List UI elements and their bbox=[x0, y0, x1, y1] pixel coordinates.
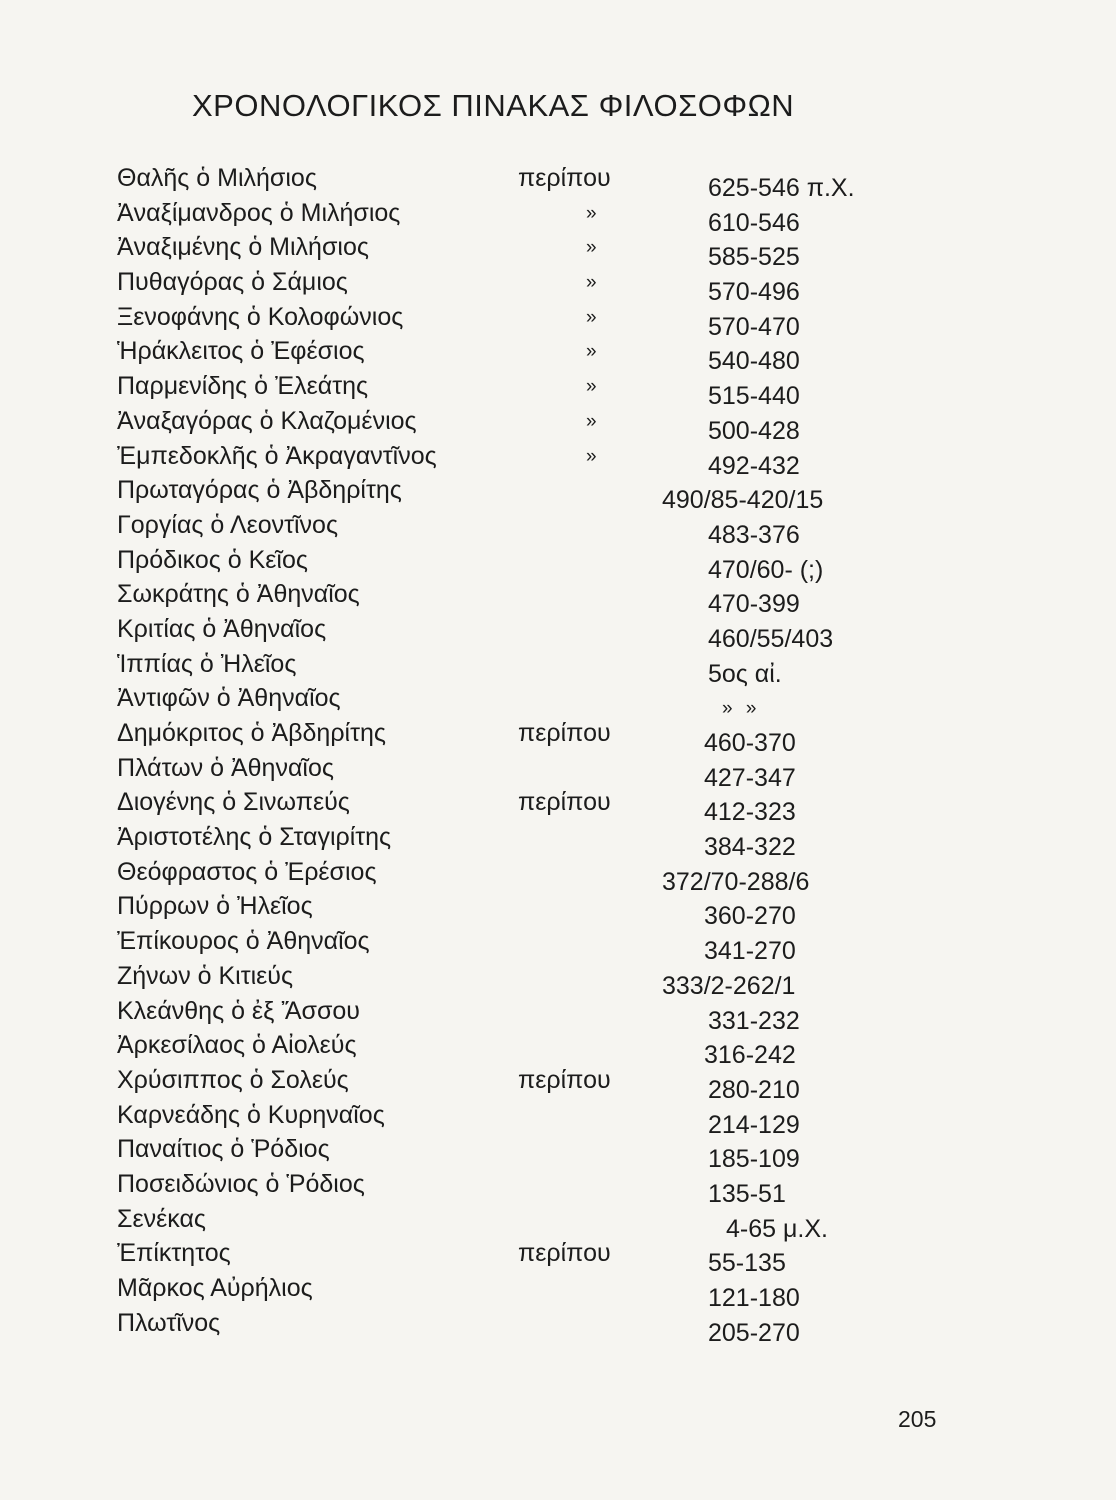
philosopher-name: Πρόδικος ὁ Κεῖος bbox=[117, 545, 308, 574]
table-row bbox=[0, 1308, 1116, 1347]
philosopher-name: Ἀναξιμένης ὁ Μιλήσιος bbox=[117, 233, 369, 262]
philosopher-name: Χρύσιππος ὁ Σολεύς bbox=[117, 1065, 349, 1094]
philosopher-name: Ζήνων ὁ Κιτιεύς bbox=[117, 961, 294, 990]
table-row bbox=[0, 1169, 1116, 1208]
philosopher-name: Σενέκας bbox=[117, 1204, 206, 1233]
table-row bbox=[0, 788, 1116, 827]
approx-label: περίπου bbox=[518, 788, 611, 817]
approx-label: περίπου bbox=[518, 164, 611, 192]
table-row bbox=[0, 1135, 1116, 1174]
table-row bbox=[0, 164, 1116, 202]
page-number: 205 bbox=[898, 1406, 937, 1432]
table-row bbox=[0, 545, 1116, 584]
table-row bbox=[0, 649, 1116, 688]
philosopher-name: Κριτίας ὁ Ἀθηναῖος bbox=[117, 614, 327, 643]
philosopher-name: Ἐμπεδοκλῆς ὁ Ἀκραγαντῖνος bbox=[117, 441, 437, 470]
philosopher-dates: 341-270 bbox=[704, 937, 796, 966]
ditto-mark: » bbox=[586, 202, 597, 224]
philosopher-dates: 316-242 bbox=[704, 1041, 796, 1070]
philosopher-name: Ἐπίκτητος bbox=[117, 1239, 231, 1268]
philosopher-name: Γοργίας ὁ Λεοντῖνος bbox=[117, 510, 338, 539]
table-row bbox=[0, 857, 1116, 896]
table-row bbox=[0, 268, 1116, 307]
philosophers-table bbox=[0, 164, 1116, 1347]
philosopher-name: Πλωτῖνος bbox=[117, 1308, 221, 1337]
ditto-mark: » bbox=[586, 306, 597, 328]
philosopher-name: Δημόκριτος ὁ Ἀβδηρίτης bbox=[117, 719, 386, 747]
table-row bbox=[0, 1239, 1116, 1278]
philosopher-dates: 500-428 bbox=[708, 416, 800, 445]
philosopher-name: Ἀντιφῶν ὁ Ἀθηναῖος bbox=[117, 684, 341, 713]
table-row bbox=[0, 684, 1116, 719]
table-row bbox=[0, 372, 1116, 411]
table-row bbox=[0, 233, 1116, 272]
philosopher-dates: 625-546 π.Χ. bbox=[708, 174, 855, 202]
philosopher-dates: 470-399 bbox=[708, 590, 800, 619]
approx-label: περίπου bbox=[518, 1065, 611, 1094]
table-row bbox=[0, 441, 1116, 480]
philosopher-dates: 384-322 bbox=[704, 833, 796, 862]
table-row bbox=[0, 892, 1116, 931]
table-row bbox=[0, 1065, 1116, 1104]
philosopher-dates: 4-65 μ.Χ. bbox=[726, 1214, 828, 1243]
ditto-mark: » bbox=[586, 376, 597, 398]
philosopher-dates: 372/70-288/6 bbox=[662, 867, 810, 896]
philosopher-dates: 585-525 bbox=[708, 243, 800, 272]
table-row bbox=[0, 719, 1116, 757]
philosopher-dates: 121-180 bbox=[708, 1284, 800, 1312]
philosopher-name: Πρωταγόρας ὁ Ἀβδηρίτης bbox=[117, 476, 402, 505]
philosopher-dates: 205-270 bbox=[708, 1318, 800, 1347]
philosopher-dates: 214-129 bbox=[708, 1110, 800, 1139]
ditto-mark: » bbox=[586, 237, 597, 259]
philosopher-dates: » » bbox=[722, 698, 761, 720]
philosopher-name: Θεόφραστος ὁ Ἐρέσιος bbox=[117, 857, 377, 886]
philosopher-name: Ἀναξίμανδρος ὁ Μιλήσιος bbox=[117, 198, 401, 227]
philosopher-name: Θαλῆς ὁ Μιλήσιος bbox=[117, 164, 317, 192]
philosopher-name: Ἀριστοτέλης ὁ Σταγιρίτης bbox=[117, 823, 392, 852]
page-title: ΧΡΟΝΟΛΟΓΙΚΟΣ ΠΙΝΑΚΑΣ ΦΙΛΟΣΟΦΩΝ bbox=[192, 88, 795, 123]
philosopher-name: Πύρρων ὁ Ἠλεῖος bbox=[117, 892, 313, 921]
philosopher-name: Πλάτων ὁ Ἀθηναῖος bbox=[117, 753, 334, 782]
ditto-mark: » bbox=[586, 341, 597, 363]
philosopher-dates: 135-51 bbox=[708, 1179, 786, 1208]
approx-label: περίπου bbox=[518, 719, 611, 747]
philosopher-name: Ξενοφάνης ὁ Κολοφώνιος bbox=[117, 302, 404, 331]
philosopher-dates: 185-109 bbox=[708, 1145, 800, 1174]
table-row bbox=[0, 1274, 1116, 1312]
philosopher-dates: 570-470 bbox=[708, 312, 800, 341]
philosopher-dates: 360-270 bbox=[704, 902, 796, 931]
table-row bbox=[0, 406, 1116, 445]
philosopher-dates: 483-376 bbox=[708, 520, 800, 549]
philosopher-dates: 540-480 bbox=[708, 347, 800, 376]
ditto-mark: » bbox=[586, 410, 597, 432]
table-row bbox=[0, 580, 1116, 619]
philosopher-dates: 470/60- (;) bbox=[708, 555, 824, 584]
philosopher-name: Ἱππίας ὁ Ἠλεῖος bbox=[117, 649, 297, 678]
philosopher-dates: 5ος αἰ. bbox=[708, 659, 782, 688]
philosopher-name: Παναίτιος ὁ Ῥόδιος bbox=[117, 1135, 330, 1164]
philosopher-name: Μᾶρκος Αὐρήλιος bbox=[117, 1274, 313, 1302]
philosopher-dates: 490/85-420/15 bbox=[662, 486, 824, 515]
table-row bbox=[0, 996, 1116, 1035]
philosopher-dates: 492-432 bbox=[708, 451, 800, 480]
philosopher-name: Πυθαγόρας ὁ Σάμιος bbox=[117, 268, 348, 297]
table-row bbox=[0, 1100, 1116, 1139]
ditto-mark: » bbox=[586, 445, 597, 467]
philosopher-dates: 460-370 bbox=[704, 729, 796, 757]
table-row bbox=[0, 476, 1116, 515]
philosopher-name: Ποσειδώνιος ὁ Ῥόδιος bbox=[117, 1169, 365, 1198]
table-row bbox=[0, 510, 1116, 549]
philosopher-name: Διογένης ὁ Σινωπεύς bbox=[117, 788, 350, 817]
philosopher-name: Σωκράτης ὁ Ἀθηναῖος bbox=[117, 580, 360, 609]
table-row bbox=[0, 302, 1116, 341]
philosopher-name: Κλεάνθης ὁ ἐξ Ἄσσου bbox=[117, 996, 360, 1025]
philosopher-name: Παρμενίδης ὁ Ἐλεάτης bbox=[117, 372, 369, 401]
philosopher-name: Ἡράκλειτος ὁ Ἐφέσιος bbox=[117, 337, 365, 366]
table-row bbox=[0, 198, 1116, 237]
table-row bbox=[0, 823, 1116, 862]
philosopher-dates: 412-323 bbox=[704, 798, 796, 827]
philosopher-dates: 280-210 bbox=[708, 1075, 800, 1104]
philosopher-name: Ἐπίκουρος ὁ Ἀθηναῖος bbox=[117, 927, 370, 956]
philosopher-dates: 570-496 bbox=[708, 278, 800, 307]
philosopher-dates: 515-440 bbox=[708, 382, 800, 411]
philosopher-dates: 333/2-262/1 bbox=[662, 971, 796, 1000]
table-row bbox=[0, 614, 1116, 653]
approx-label: περίπου bbox=[518, 1239, 611, 1268]
philosopher-name: Ἀρκεσίλαος ὁ Αἰολεύς bbox=[117, 1031, 357, 1060]
philosopher-dates: 331-232 bbox=[708, 1006, 800, 1035]
table-row bbox=[0, 927, 1116, 966]
philosopher-dates: 610-546 bbox=[708, 208, 800, 237]
table-row bbox=[0, 1204, 1116, 1243]
philosopher-name: Καρνεάδης ὁ Κυρηναῖος bbox=[117, 1100, 385, 1129]
philosopher-dates: 427-347 bbox=[704, 763, 796, 792]
table-row bbox=[0, 753, 1116, 792]
table-row bbox=[0, 337, 1116, 376]
table-row bbox=[0, 1031, 1116, 1070]
philosopher-dates: 55-135 bbox=[708, 1249, 786, 1278]
philosopher-dates: 460/55/403 bbox=[708, 624, 834, 653]
ditto-mark: » bbox=[586, 272, 597, 294]
philosopher-name: Ἀναξαγόρας ὁ Κλαζομένιος bbox=[117, 406, 417, 435]
table-row bbox=[0, 961, 1116, 1000]
